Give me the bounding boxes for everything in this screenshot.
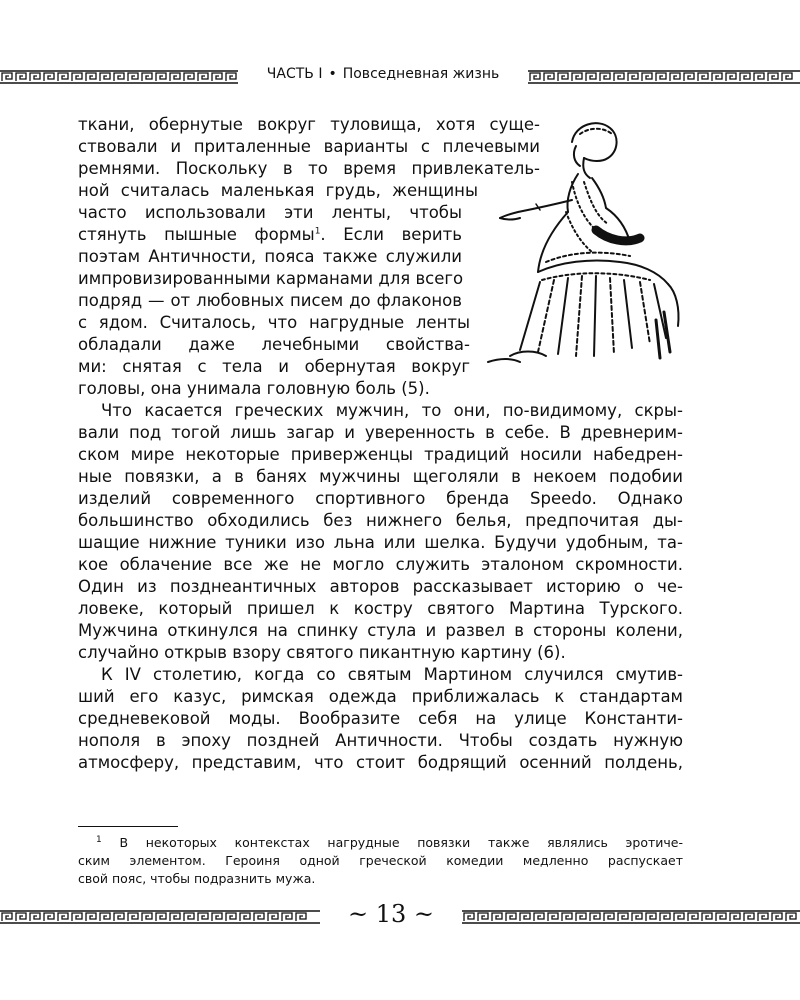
footnote-line: ским элементом. Героиня одной греческой комедии медленно распускает [78, 853, 683, 868]
meander-ornament-left [0, 70, 238, 84]
body-line: ные повязки, а в банях мужчины щеголяли в некоем подобии [78, 467, 683, 486]
body-line: случайно открыв взору святого пикантную картину (6). [78, 643, 566, 662]
footnote-line: свой пояс, чтобы подразнить мужа. [78, 871, 316, 886]
body-line: часто использовали эти ленты, чтобы [78, 203, 462, 222]
body-line: Мужчина откинулся на спинку стула и развел в стороны колени, [78, 621, 683, 640]
body-line: нополя в эпоху поздней Античности. Чтобы создать нужную [78, 731, 683, 750]
body-line: Один из позднеантичных авторов рассказывает историю о че- [78, 577, 683, 596]
body-line: шащие нижние туники изо льна или шелка. Будучи удобным, та- [78, 533, 683, 552]
body-line: большинство обходились без нижнего белья, предпочитая ды- [78, 511, 683, 530]
body-line: ствовали и приталенные варианты с плечевыми [78, 137, 540, 156]
body-line: подряд — от любовных писем до флаконов [78, 291, 462, 310]
body-line-with-footnote [78, 224, 462, 246]
body-line: ми: снятая с тела и обернутая вокруг [78, 357, 470, 376]
body-line: ском мире некоторые приверженцы традиций носили набедрен- [78, 445, 683, 464]
body-line: изделий современного спортивного бренда Speedo. Однако [78, 489, 683, 508]
footnote-marker: 1 [96, 834, 102, 845]
body-text: . Если верить [320, 225, 462, 244]
body-line: средневековой моды. Вообразите себя на улице Константи- [78, 709, 683, 728]
body-line: ткани, обернутые вокруг туловища, хотя суще- [78, 115, 540, 134]
body-line: обладали даже лечебными свойства- [78, 335, 470, 354]
header-part: ЧАСТЬ I [266, 66, 323, 82]
meander-ornament-footer-left [0, 910, 320, 924]
footnote-rule [78, 826, 178, 827]
body-line: поэтам Античности, пояса также служили [78, 247, 462, 266]
body-line: импровизированными карманами для всего [78, 269, 464, 288]
meander-ornament-right [528, 70, 800, 84]
body-line: с ядом. Считалось, что нагрудные ленты [78, 313, 470, 332]
footnote-text: В некоторых контекстах нагрудные повязки также являлись эротиче- [119, 835, 683, 850]
header-section: Повседневная жизнь [342, 66, 500, 82]
body-line: атмосферу, представим, что стоит бодрящий осенний полдень, [78, 753, 683, 772]
body-line: кое облачение все же не могло служить эталоном скромности. [78, 555, 683, 574]
body-line: ремнями. Поскольку в то время привлекатель- [78, 159, 540, 178]
body-line: ший его казус, римская одежда приближалась к стандартам [78, 687, 683, 706]
body-line: головы, она унимала головную боль (5). [78, 379, 430, 398]
footnote-ref[interactable]: 1 [314, 226, 321, 237]
meander-ornament-footer-right [462, 910, 800, 924]
body-text: стянуть пышные формы [78, 225, 315, 244]
footnote-line [96, 834, 683, 852]
body-line: вали под тогой лишь загар и уверенность в себе. В древнерим- [78, 423, 683, 442]
body-line: ной считалась маленькая грудь, женщины [78, 181, 478, 200]
header-bullet: • [328, 66, 337, 82]
paragraph-start: К IV столетию, когда со святым Мартином случился смутив- [101, 665, 683, 684]
body-line: ловеке, который пришел к костру святого Мартина Турского. [78, 599, 683, 618]
running-header [245, 66, 521, 82]
page-number: ~ 13 ~ [347, 900, 434, 928]
paragraph-start: Что касается греческих мужчин, то они, по-видимому, скры- [101, 401, 683, 420]
